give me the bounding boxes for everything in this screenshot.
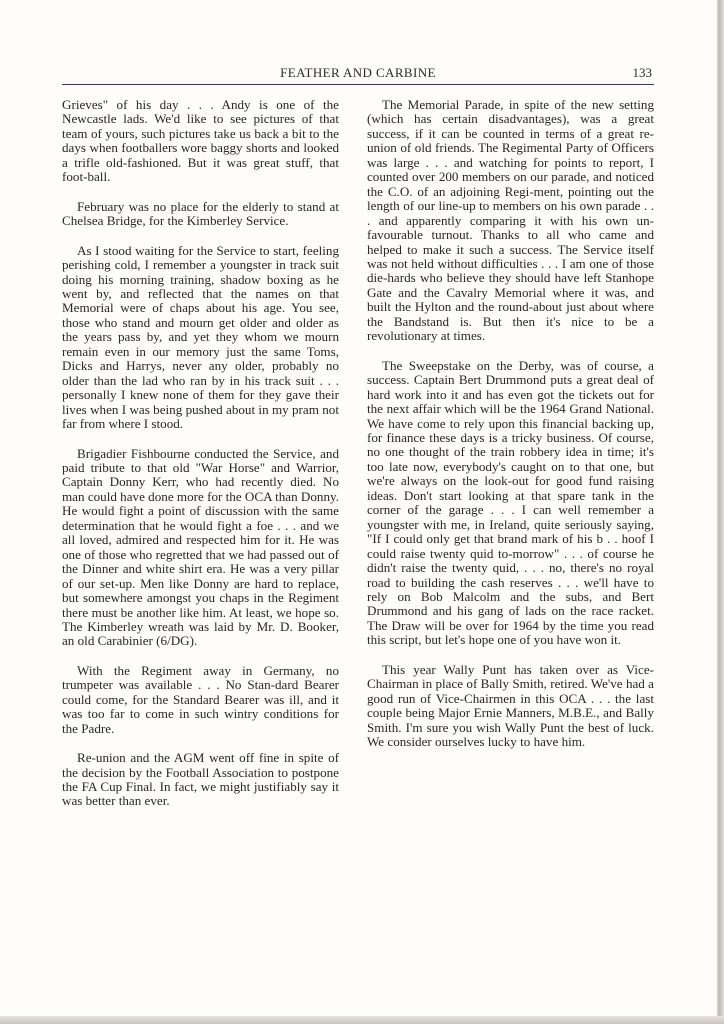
page-edge-shadow-right (717, 0, 724, 1024)
paragraph-regiment-germany: With the Regiment away in Germany, no trumpeter was available . . . No Stan-dard Bearer could come, for the Standard Bearer was ill, and it was too far to come in such wintry conditions for the Padre. (62, 662, 339, 736)
paragraph-memorial-parade: The Memorial Parade, in spite of the new setting (which has certain disadvantages), was a great success, if it can be counted in terms of a great re-union of old friends. The Regimental Party of Officers was large . . . and watching for points to report, I counted over 200 members on our parade, and noticed the C.O. of an adjoining Regi-ment, pointing out the length of our line-up to members on his own parade . . . and apparently comparing it with his own un-favourable turnout. Thanks to all who came and helped to make it such a success. The Service itself was not held without difficulties . . . I am one of those die-hards who believe they should have left Stanhope Gate and the Cavalry Memorial where it was, and built the Hylton and the round-about just about where the Bandstand is. But then it's nice to be a revolutionary at times. (367, 97, 654, 344)
right-column (367, 98, 654, 764)
paragraph-reunion-agm: Re-union and the AGM went off fine in spite of the decision by the Football Association to postpone the FA Cup Final. In fact, we might justifiably say it was better than ever. (62, 750, 339, 809)
paragraph-sweepstake-derby: The Sweepstake on the Derby, was of course, a success. Captain Bert Drummond puts a great deal of hard work into it and has even got the tickets out for the next affair which will be the 1964 Grand National. We have come to rely upon this financial backing up, for finance these days is a tricky business. Of course, no one thought of the train robbery idea in time; it's too late now, everybody's caught on to that one, but we're always on the look-out for good fund raising ideas. Don't start looking at that spare tank in the corner of the garage . . . I can well remember a youngster with me, in Ireland, quite seriously saying, "If I could only get that brand mark of his b . . hoof I could raise twenty quid to-morrow" . . . of course he didn't raise the twenty quid, . . . no, there's no royal road to building the cash reserves . . . we'll have to rely on Bob Malcolm and the subs, and Bert Drummond and his gang of lads on the race racket. The Draw will be over for 1964 by the time you read this script, but let's hope one of you have won it. (367, 357, 654, 648)
left-column (62, 98, 339, 824)
paragraph-february-chelsea: February was no place for the elderly to stand at Chelsea Bridge, for the Kimberley Service. (62, 198, 339, 229)
running-header (62, 62, 654, 85)
paragraph-andy-newcastle: Grieves" of his day . . . Andy is one of the Newcastle lads. We'd like to see pictures of that team of yours, such pictures take us back a bit to the days when footballers wore baggy shorts and looked a trifle old-fashioned. But it was great stuff, that foot-ball. (62, 97, 339, 185)
page-number: 133 (632, 65, 652, 80)
paragraph-waiting-service: As I stood waiting for the Service to start, feeling perishing cold, I remember a youngster in track suit doing his morning training, shadow boxing as he went by, and reflected that the names on that Memorial were of chaps about his age. You see, those who stand and mourn get older and older as the years pass by, and yet they whom we mourn remain even in our memory just the same Toms, Dicks and Harrys, never any older, probably no older than the lad who ran by in his track suit . . . personally I knew none of them for they gave their lives when I was being pushed about in my pram not far from where I stood. (62, 242, 339, 432)
paragraph-vice-chairman: This year Wally Punt has taken over as Vice-Chairman in place of Bally Smith, retired. We've had a good run of Vice-Chairmen in this OCA . . . the last couple being Major Ernie Manners, M.B.E., and Bally Smith. I'm sure you wish Wally Punt the best of luck. We consider ourselves lucky to have him. (367, 661, 654, 750)
paragraph-brigadier-fishbourne: Brigadier Fishbourne conducted the Service, and paid tribute to that old "War Horse" and Warrior, Captain Donny Kerr, who had recently died. No man could have done more for the OCA than Donny. He would fight a point of discussion with the same determination that he would fight a foe . . . and we all loved, admired and respected him for it. He was one of those who regretted that we had passed out of the Dinner and white shirt era. He was a very pillar of our set-up. Men like Donny are hard to replace, but somewhere amongst you chaps in the Regiment there must be another like him. At least, we hope so. The Kimberley wreath was laid by Mr. D. Booker, an old Carabinier (6/DG). (62, 445, 339, 649)
running-title: FEATHER AND CARBINE (280, 65, 436, 80)
page-edge-shadow-bottom (0, 1016, 724, 1024)
